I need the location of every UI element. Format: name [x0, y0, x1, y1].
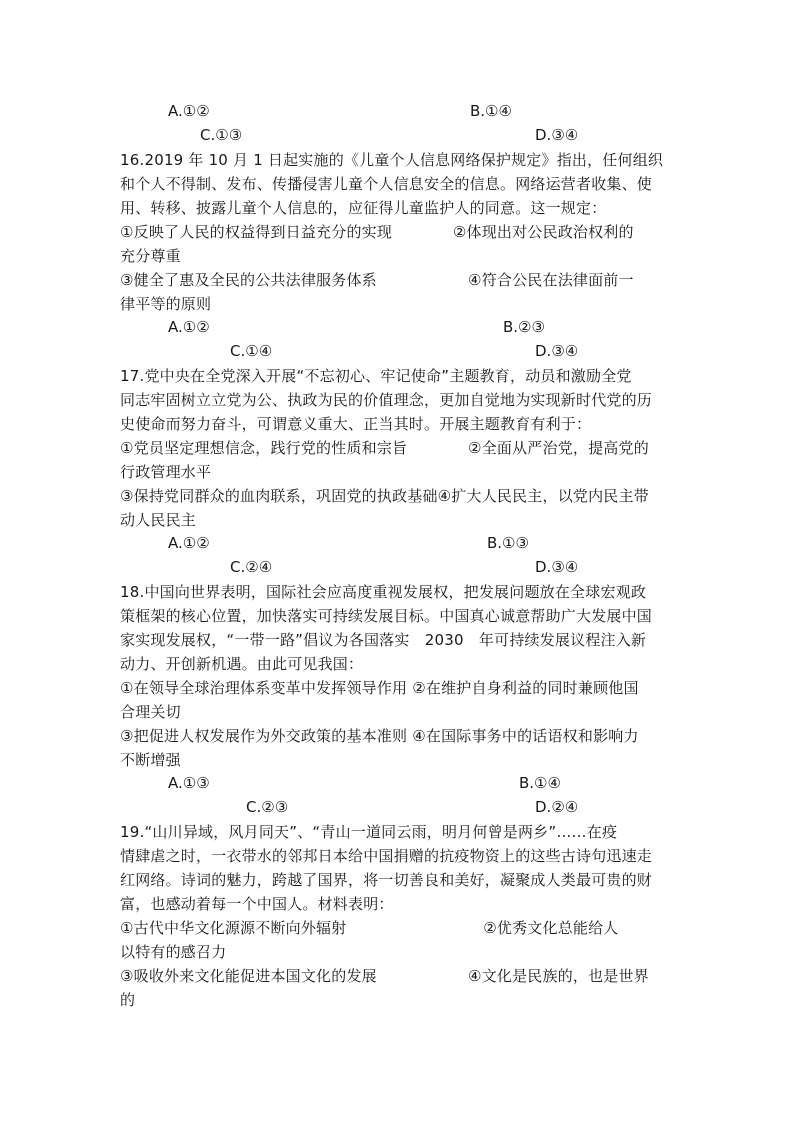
q16-option-d[interactable]: D.③④: [535, 342, 579, 360]
q16-statement-line: ①反映了人民的权益得到日益充分的实现 ②体现出对公民政治权利的: [120, 223, 634, 241]
q17-option-b[interactable]: B.①③: [487, 534, 529, 552]
q19-statement-line: 以特有的感召力: [120, 943, 227, 961]
q19-stem-line: 19.“山川异域，风月同天”、“青山一道同云雨，明月何曾是两乡”……在疫: [120, 823, 618, 841]
q15-option-d[interactable]: D.③④: [535, 126, 579, 144]
q18-statement-line: ③把促进人权发展作为外交政策的基本准则 ④在国际事务中的话语权和影响力: [120, 727, 639, 745]
q16-stem-line: 用、转移、披露儿童个人信息的，应征得儿童监护人的同意。这一规定：: [120, 199, 607, 217]
q17-statement-line: 行政管理水平: [120, 463, 212, 481]
q17-option-a[interactable]: A.①②: [168, 534, 210, 552]
q15-option-a[interactable]: A.①②: [168, 102, 210, 120]
q18-stem-line: 策框架的核心位置，加快落实可持续发展目标。中国真心诚意帮助广大发展中国: [120, 607, 653, 625]
q18-option-d[interactable]: D.②④: [535, 798, 579, 816]
q16-stem-line: 和个人不得制、发布、传播侵害儿童个人信息安全的信息。网络运营者收集、使: [120, 175, 653, 193]
q16-stem-line: 16.2019 年 10 月 1 日起实施的《儿童个人信息网络保护规定》指出，任何组织: [120, 151, 664, 169]
q17-stem-line: 同志牢固树立立党为公、执政为民的价值理念，更加自觉地为实现新时代党的历: [120, 391, 653, 409]
q16-option-c[interactable]: C.①④: [230, 342, 273, 360]
q15-option-b[interactable]: B.①④: [470, 102, 512, 120]
q17-statement-line: 动人民民主: [120, 511, 197, 529]
q18-option-c[interactable]: C.②③: [246, 798, 289, 816]
q17-option-d[interactable]: D.③④: [535, 558, 579, 576]
q15-option-c[interactable]: C.①③: [200, 126, 243, 144]
q18-stem-line: 18.中国向世界表明，国际社会应高度重视发展权，把发展问题放在全球宏观政: [120, 583, 647, 601]
q17-option-c[interactable]: C.②④: [230, 558, 273, 576]
q17-statement-line: ③保持党同群众的血肉联系，巩固党的执政基础④扩大人民民主，以党内民主带: [120, 487, 649, 505]
q17-stem-line: 史使命而努力奋斗，可谓意义重大、正当其时。开展主题教育有利于：: [120, 415, 592, 433]
q18-statement-line: 合理关切: [120, 703, 181, 721]
q19-stem-line: 富，也感动着每一个中国人。材料表明：: [120, 895, 394, 913]
q18-statement-line: 不断增强: [120, 751, 181, 769]
q19-stem-line: 情肆虐之时，一衣带水的邻邦日本给中国捐赠的抗疫物资上的这些古诗句迅速走: [120, 847, 653, 865]
q17-statement-line: ①党员坚定理想信念，践行党的性质和宗旨 ②全面从严治党，提高党的: [120, 439, 649, 457]
q18-option-b[interactable]: B.①④: [519, 774, 561, 792]
q18-stem-line: 动力、开创新机遇。由此可见我国：: [120, 655, 364, 673]
q19-statement-line: 的: [120, 991, 136, 1009]
q16-statement-line: ③健全了惠及全民的公共法律服务体系 ④符合公民在法律面前一: [120, 271, 634, 289]
q19-stem-line: 红网络。诗词的魅力，跨越了国界，将一切善良和美好，凝聚成人类最可贵的财: [120, 871, 653, 889]
q19-statement-line: ①古代中华文化源源不断向外辐射 ②优秀文化总能给人: [120, 919, 619, 937]
q18-stem-line: 家实现发展权，“一带一路”倡议为各国落实 2030 年可持续发展议程注入新: [120, 631, 647, 649]
q18-statement-line: ①在领导全球治理体系变革中发挥领导作用 ②在维护自身利益的同时兼顾他国: [120, 679, 639, 697]
q19-statement-line: ③吸收外来文化能促进本国文化的发展 ④文化是民族的，也是世界: [120, 967, 649, 985]
q18-option-a[interactable]: A.①③: [168, 774, 210, 792]
q16-option-b[interactable]: B.②③: [503, 318, 545, 336]
q16-statement-line: 律平等的原则: [120, 295, 212, 313]
q16-statement-line: 充分尊重: [120, 247, 181, 265]
q16-option-a[interactable]: A.①②: [168, 318, 210, 336]
q17-stem-line: 17.党中央在全党深入开展“不忘初心、牢记使命”主题教育，动员和激励全党: [120, 367, 632, 385]
